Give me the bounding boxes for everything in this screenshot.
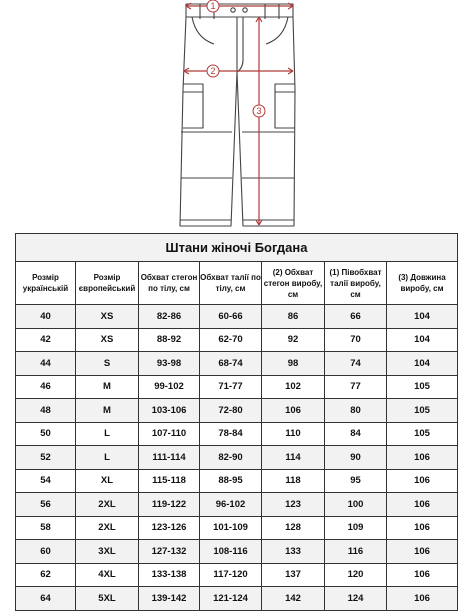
cell-garment-hip: 98 xyxy=(262,352,325,376)
cell-european-size: L xyxy=(76,422,139,446)
cell-ukrainian-size: 48 xyxy=(16,399,76,423)
cell-european-size: XS xyxy=(76,305,139,329)
cell-garment-half-waist: 116 xyxy=(325,540,387,564)
cell-body-hip: 99-102 xyxy=(139,375,200,399)
cell-garment-half-waist: 84 xyxy=(325,422,387,446)
cell-body-waist: 96-102 xyxy=(200,493,262,517)
table-row xyxy=(16,399,458,423)
cell-garment-length: 106 xyxy=(387,563,458,587)
table-row xyxy=(16,469,458,493)
cell-garment-hip: 133 xyxy=(262,540,325,564)
cell-european-size: XL xyxy=(76,469,139,493)
header-garment-half-waist: (1) Півобхват талії виробу, см xyxy=(325,262,387,305)
cell-garment-hip: 142 xyxy=(262,587,325,611)
cell-garment-half-waist: 120 xyxy=(325,563,387,587)
cell-european-size: 3XL xyxy=(76,540,139,564)
cell-european-size: 4XL xyxy=(76,563,139,587)
cell-body-waist: 62-70 xyxy=(200,328,262,352)
table-row xyxy=(16,305,458,329)
cell-european-size: M xyxy=(76,375,139,399)
table-row xyxy=(16,516,458,540)
cell-body-waist: 121-124 xyxy=(200,587,262,611)
cell-garment-length: 106 xyxy=(387,587,458,611)
cell-garment-length: 106 xyxy=(387,516,458,540)
cell-garment-half-waist: 109 xyxy=(325,516,387,540)
cell-garment-hip: 102 xyxy=(262,375,325,399)
cell-body-hip: 119-122 xyxy=(139,493,200,517)
cell-body-waist: 68-74 xyxy=(200,352,262,376)
table-title: Штани жіночі Богдана xyxy=(16,234,458,262)
cell-ukrainian-size: 60 xyxy=(16,540,76,564)
cell-garment-hip: 86 xyxy=(262,305,325,329)
cell-garment-hip: 106 xyxy=(262,399,325,423)
header-ukrainian-size: Розмір українській xyxy=(16,262,76,305)
cell-garment-half-waist: 74 xyxy=(325,352,387,376)
header-garment-length: (3) Довжина виробу, см xyxy=(387,262,458,305)
cell-body-hip: 123-126 xyxy=(139,516,200,540)
cell-body-waist: 117-120 xyxy=(200,563,262,587)
table-row xyxy=(16,446,458,470)
cell-garment-hip: 110 xyxy=(262,422,325,446)
cell-garment-length: 106 xyxy=(387,493,458,517)
cell-garment-half-waist: 70 xyxy=(325,328,387,352)
cell-body-waist: 78-84 xyxy=(200,422,262,446)
cell-garment-half-waist: 80 xyxy=(325,399,387,423)
table-row xyxy=(16,563,458,587)
cell-body-hip: 133-138 xyxy=(139,563,200,587)
pants-illustration xyxy=(0,0,472,232)
cell-ukrainian-size: 44 xyxy=(16,352,76,376)
cell-body-waist: 82-90 xyxy=(200,446,262,470)
cell-ukrainian-size: 46 xyxy=(16,375,76,399)
table-row xyxy=(16,328,458,352)
cell-garment-hip: 123 xyxy=(262,493,325,517)
cell-garment-length: 104 xyxy=(387,305,458,329)
cell-body-hip: 88-92 xyxy=(139,328,200,352)
cell-body-waist: 88-95 xyxy=(200,469,262,493)
table-row xyxy=(16,540,458,564)
cell-garment-hip: 137 xyxy=(262,563,325,587)
cell-body-hip: 127-132 xyxy=(139,540,200,564)
cell-body-waist: 101-109 xyxy=(200,516,262,540)
table-row xyxy=(16,352,458,376)
cell-garment-length: 105 xyxy=(387,375,458,399)
marker-1: 1 xyxy=(210,1,216,11)
cell-garment-half-waist: 100 xyxy=(325,493,387,517)
cell-garment-half-waist: 95 xyxy=(325,469,387,493)
header-garment-hip: (2) Обхват стегон виробу, см xyxy=(262,262,325,305)
cell-body-hip: 103-106 xyxy=(139,399,200,423)
cell-ukrainian-size: 58 xyxy=(16,516,76,540)
cell-european-size: S xyxy=(76,352,139,376)
cell-european-size: L xyxy=(76,446,139,470)
header-body-waist: Обхват талії по тілу, см xyxy=(200,262,262,305)
cell-garment-hip: 118 xyxy=(262,469,325,493)
cell-body-waist: 72-80 xyxy=(200,399,262,423)
table-row xyxy=(16,375,458,399)
cell-ukrainian-size: 42 xyxy=(16,328,76,352)
cell-ukrainian-size: 56 xyxy=(16,493,76,517)
table-row xyxy=(16,493,458,517)
cell-garment-hip: 114 xyxy=(262,446,325,470)
cell-body-hip: 82-86 xyxy=(139,305,200,329)
cell-body-hip: 115-118 xyxy=(139,469,200,493)
cell-body-hip: 111-114 xyxy=(139,446,200,470)
cell-garment-half-waist: 77 xyxy=(325,375,387,399)
cell-garment-half-waist: 66 xyxy=(325,305,387,329)
cell-ukrainian-size: 40 xyxy=(16,305,76,329)
pants-measurement-diagram xyxy=(0,0,472,232)
marker-3: 3 xyxy=(256,106,262,116)
header-body-hip: Обхват стегон по тілу, см xyxy=(139,262,200,305)
cell-ukrainian-size: 50 xyxy=(16,422,76,446)
cell-european-size: 5XL xyxy=(76,587,139,611)
cell-ukrainian-size: 54 xyxy=(16,469,76,493)
cell-garment-half-waist: 124 xyxy=(325,587,387,611)
cell-ukrainian-size: 52 xyxy=(16,446,76,470)
cell-body-waist: 60-66 xyxy=(200,305,262,329)
cell-body-hip: 139-142 xyxy=(139,587,200,611)
cell-body-hip: 107-110 xyxy=(139,422,200,446)
cell-garment-length: 104 xyxy=(387,352,458,376)
marker-2: 2 xyxy=(210,66,216,76)
cell-body-waist: 108-116 xyxy=(200,540,262,564)
cell-body-hip: 93-98 xyxy=(139,352,200,376)
table-row xyxy=(16,587,458,611)
cell-european-size: XS xyxy=(76,328,139,352)
cell-garment-length: 106 xyxy=(387,469,458,493)
size-chart-table xyxy=(15,233,458,611)
cell-garment-hip: 92 xyxy=(262,328,325,352)
cell-european-size: 2XL xyxy=(76,493,139,517)
header-european-size: Розмір європейський xyxy=(76,262,139,305)
cell-european-size: M xyxy=(76,399,139,423)
cell-garment-length: 106 xyxy=(387,446,458,470)
cell-garment-length: 106 xyxy=(387,540,458,564)
table-row xyxy=(16,422,458,446)
header-row xyxy=(16,262,458,305)
cell-garment-length: 105 xyxy=(387,422,458,446)
cell-garment-length: 105 xyxy=(387,399,458,423)
cell-european-size: 2XL xyxy=(76,516,139,540)
cell-body-waist: 71-77 xyxy=(200,375,262,399)
cell-garment-half-waist: 90 xyxy=(325,446,387,470)
cell-ukrainian-size: 62 xyxy=(16,563,76,587)
cell-garment-length: 104 xyxy=(387,328,458,352)
cell-garment-hip: 128 xyxy=(262,516,325,540)
cell-ukrainian-size: 64 xyxy=(16,587,76,611)
